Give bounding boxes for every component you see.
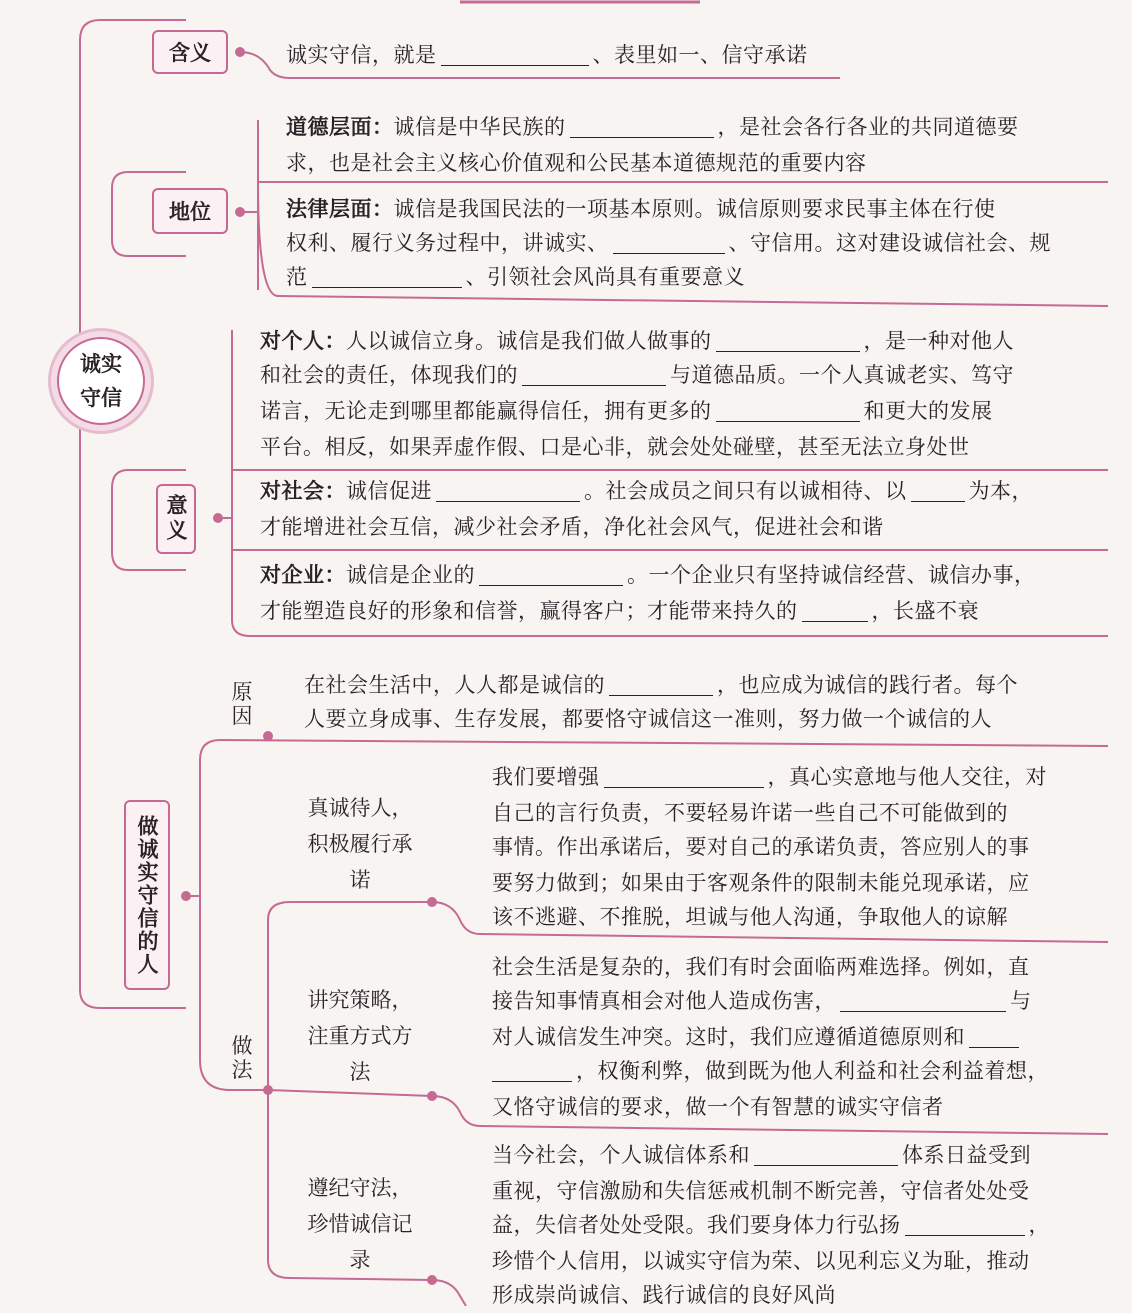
blank — [716, 397, 860, 422]
personal-line4: 平台。相反，如果弄虚作假、口是心非，就会处处碰壁，甚至无法立身处世 — [260, 435, 970, 459]
sincere-line1: 我们要增强 ，真心实意地与他人交往，对 — [492, 765, 1047, 789]
blank — [802, 597, 868, 622]
significance-box: 意义 — [156, 484, 196, 554]
law-line2: 重视，守信激励和失信惩戒机制不断完善，守信者处处受 — [492, 1179, 1030, 1203]
law-dot — [427, 1275, 437, 1285]
blank — [436, 477, 580, 502]
blank — [609, 671, 713, 696]
be-honest-box: 做诚实守信的人 — [124, 800, 170, 990]
reason-line1: 在社会生活中，人人都是诚信的 ，也应成为诚信的践行者。每个 — [304, 673, 1018, 697]
blank — [479, 561, 623, 586]
blank — [570, 113, 714, 138]
personal-line1: 对个人：人以诚信立身。诚信是我们做人做事的 ，是一种对他人 — [260, 329, 1014, 353]
strategy-line4: ，权衡利弊，做到既为他人利益和社会利益着想， — [492, 1054, 1049, 1089]
law-line3: 益，失信者处处受限。我们要身体力行弘扬 ， — [492, 1213, 1050, 1237]
blank — [613, 229, 725, 254]
significance-node-dot — [213, 513, 223, 523]
sincere-label: 真诚待人，积极履行承诺 — [307, 796, 413, 892]
status-legal-line2: 权利、履行义务过程中，讲诚实、 、守信用。这对建设诚信社会、规 — [286, 231, 1051, 255]
reason-dot — [263, 731, 273, 741]
strategy-dot — [427, 1091, 437, 1101]
sincere-line4: 要努力做到；如果由于客观条件的限制未能兑现承诺，应 — [492, 871, 1030, 895]
meaning-box: 含义 — [152, 30, 228, 74]
blank — [840, 987, 1006, 1012]
status-legal-line3: 范 、引领社会风尚具有重要意义 — [286, 265, 745, 289]
blank — [604, 763, 764, 788]
center-node-label: 诚实 守信 — [57, 337, 145, 425]
status-moral-line2: 求，也是社会主义核心价值观和公民基本道德规范的重要内容 — [286, 151, 867, 175]
strategy-line5: 又恪守诚信的要求，做一个有智慧的诚实守信者 — [492, 1095, 944, 1119]
sincere-line5: 该不逃避、不推脱，坦诚与他人沟通，争取他人的谅解 — [492, 905, 1008, 929]
strategy-line1: 社会生活是复杂的，我们有时会面临两难选择。例如，直 — [492, 955, 1030, 979]
status-split — [240, 120, 258, 290]
law-label: 遵纪守法，珍惜诚信记录 — [307, 1176, 413, 1272]
personal-line2: 和社会的责任，体现我们的 与道德品质。一个人真诚老实、笃守 — [260, 363, 1014, 387]
law-line1: 当今社会，个人诚信体系和 体系日益受到 — [492, 1143, 1031, 1167]
reason-line2: 人要立身成事、生存发展，都要恪守诚信这一准则，努力做一个诚信的人 — [304, 707, 992, 731]
blank — [522, 361, 666, 386]
status-legal-line1: 法律层面：诚信是我国民法的一项基本原则。诚信原则要求民事主体在行使 — [286, 197, 996, 221]
enterprise-line2: 才能塑造良好的形象和信誉，赢得客户；才能带来持久的 ，长盛不衰 — [260, 599, 979, 623]
blank — [911, 477, 965, 502]
blank — [492, 1057, 572, 1082]
strategy-line3: 对人诚信发生冲突。这时，我们应遵循道德原则和 — [492, 1020, 1023, 1055]
sincere-dot — [427, 897, 437, 907]
status-box: 地位 — [152, 188, 228, 234]
meaning-node-dot — [235, 47, 245, 57]
law-line — [432, 1280, 466, 1306]
society-line2: 才能增进社会互信，减少社会矛盾，净化社会风气，促进社会和谐 — [260, 515, 884, 539]
meaning-text: 诚实守信，就是 、表里如一、信守承诺 — [286, 43, 808, 67]
blank — [716, 327, 860, 352]
society-line1: 对社会：诚信促进 。社会成员之间只有以诚相待、以 为本， — [260, 479, 1033, 503]
blank — [754, 1141, 898, 1166]
center-node — [48, 328, 154, 434]
strategy-label: 讲究策略，注重方式方法 — [307, 988, 413, 1084]
blank — [905, 1211, 1025, 1236]
blank — [312, 263, 462, 288]
blank — [441, 41, 589, 66]
enterprise-line1: 对企业：诚信是企业的 。一个企业只有坚持诚信经营、诚信办事， — [260, 563, 1036, 587]
sincere-line3: 事情。作出承诺后，要对自己的承诺负责，答应别人的事 — [492, 835, 1030, 859]
reason-label: 原因 — [231, 680, 253, 728]
blank — [969, 1023, 1019, 1048]
sincere-line2: 自己的言行负责，不要轻易许诺一些自己不可能做到的 — [492, 801, 1008, 825]
honest-node-dot — [181, 891, 191, 901]
status-node-dot — [235, 207, 245, 217]
strategy-line2: 接告知事情真相会对他人造成伤害， 与 — [492, 989, 1032, 1013]
law-line4: 珍惜个人信用，以诚实守信为荣、以见利忘义为耻，推动 — [492, 1249, 1030, 1273]
law-line5: 形成崇尚诚信、践行诚信的良好风尚 — [492, 1283, 836, 1307]
status-moral-line1: 道德层面：诚信是中华民族的 ，是社会各行各业的共同道德要 — [286, 115, 1019, 139]
personal-line3: 诺言，无论走到哪里都能赢得信任，拥有更多的 和更大的发展 — [260, 399, 993, 423]
practice-label: 做法 — [231, 1034, 253, 1082]
practice-dot — [263, 1085, 273, 1095]
